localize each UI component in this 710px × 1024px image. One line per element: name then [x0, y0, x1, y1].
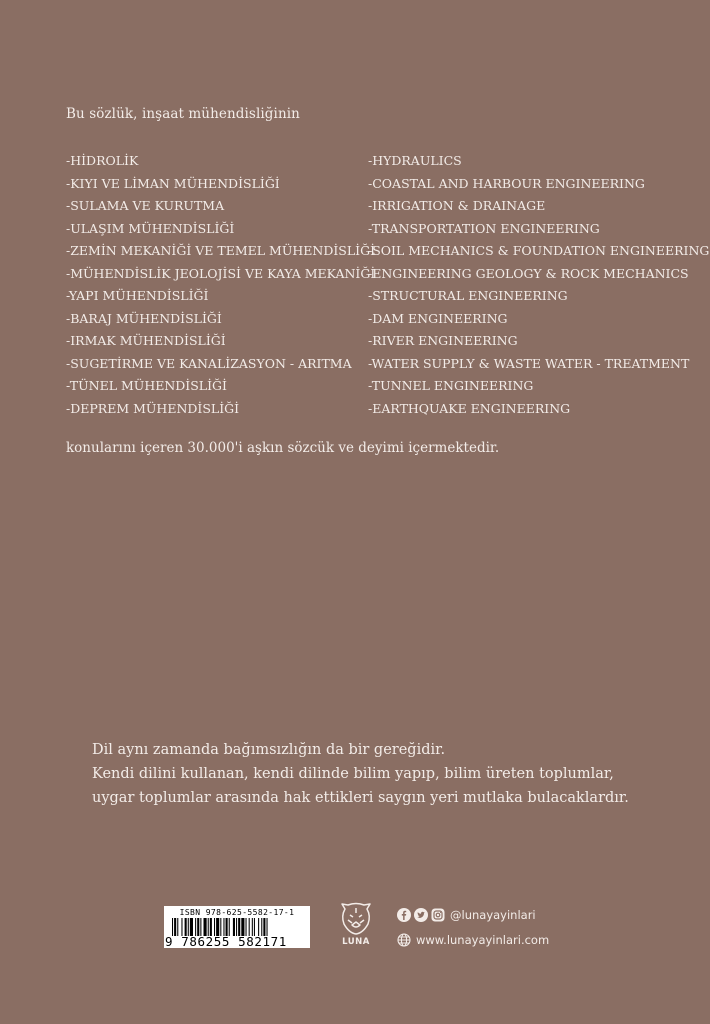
list-item: -MÜHENDİSLİK JEOLOJİSİ VE KAYA MEKANİĞİ	[66, 265, 376, 281]
list-item: -ZEMİN MEKANİĞİ VE TEMEL MÜHENDİSLİĞİ	[66, 243, 376, 258]
list-item: -ULAŞIM MÜHENDİSLİĞİ	[66, 220, 235, 236]
list-item: -TÜNEL MÜHENDİSLİĞİ	[66, 378, 227, 393]
topic-list-english	[368, 150, 709, 420]
website-link[interactable]: www.lunayayinlari.com	[416, 933, 550, 947]
list-item: -STRUCTURAL ENGINEERING	[368, 288, 568, 303]
list-item: -IRRIGATION & DRAINAGE	[368, 198, 546, 213]
globe-icon	[397, 933, 411, 947]
list-item: -SUGETİRME VE KANALİZASYON - ARITMA	[66, 355, 352, 371]
quote-line: uygar toplumlar arasında hak ettikleri saygın yeri mutlaka bulacaklardır.	[92, 790, 629, 806]
list-item: -IRMAK MÜHENDİSLİĞİ	[66, 333, 226, 348]
list-item: -TUNNEL ENGINEERING	[368, 378, 534, 393]
list-item: -YAPI MÜHENDİSLİĞİ	[66, 288, 209, 303]
list-item: -SULAMA VE KURUTMA	[66, 198, 225, 213]
list-item: -COASTAL AND HARBOUR ENGINEERING	[368, 175, 645, 191]
twitter-icon[interactable]	[414, 908, 428, 922]
list-item: -WATER SUPPLY & WASTE WATER - TREATMENT	[368, 355, 690, 371]
quote-line: Kendi dilini kullanan, kendi dilinde bilim yapıp, bilim üreten toplumlar,	[92, 766, 614, 782]
isbn-barcode	[164, 906, 310, 948]
list-item: -DAM ENGINEERING	[368, 310, 508, 326]
list-item: -HYDRAULICS	[368, 153, 462, 168]
outro-text: konularını içeren 30.000'i aşkın sözcük ve deyimi içermektedir.	[66, 440, 500, 456]
website-row	[397, 931, 549, 949]
barcode-digits: 9 786255 582171	[165, 934, 287, 949]
publisher-logo	[334, 900, 378, 954]
logo-text: LUNA	[342, 937, 370, 947]
list-item: -KIYI VE LİMAN MÜHENDİSLİĞİ	[66, 175, 280, 191]
quote-line: Dil aynı zamanda bağımsızlığın da bir gereğidir.	[92, 742, 446, 758]
bear-head-icon	[339, 900, 373, 936]
list-item: -TRANSPORTATION ENGINEERING	[368, 220, 600, 236]
list-item: -ENGINEERING GEOLOGY & ROCK MECHANICS	[368, 265, 689, 281]
list-item: -EARTHQUAKE ENGINEERING	[368, 400, 571, 416]
intro-text: Bu sözlük, inşaat mühendisliğinin	[66, 106, 300, 122]
list-item: -SOIL MECHANICS & FOUNDATION ENGINEERING	[368, 243, 710, 258]
list-item: -BARAJ MÜHENDİSLİĞİ	[66, 310, 222, 326]
social-links	[397, 906, 549, 956]
quote-block	[92, 738, 629, 810]
isbn-label: ISBN 978-625-5582-17-1	[179, 908, 295, 917]
facebook-icon[interactable]	[397, 908, 411, 922]
list-item: -DEPREM MÜHENDİSLİĞİ	[66, 400, 240, 416]
social-handle[interactable]: @lunayayinlari	[450, 908, 536, 922]
list-item: -HİDROLİK	[66, 153, 139, 168]
instagram-icon[interactable]	[431, 908, 445, 922]
topic-list-turkish	[66, 150, 375, 420]
social-handle-row	[397, 906, 549, 924]
list-item: -RIVER ENGINEERING	[368, 333, 518, 348]
